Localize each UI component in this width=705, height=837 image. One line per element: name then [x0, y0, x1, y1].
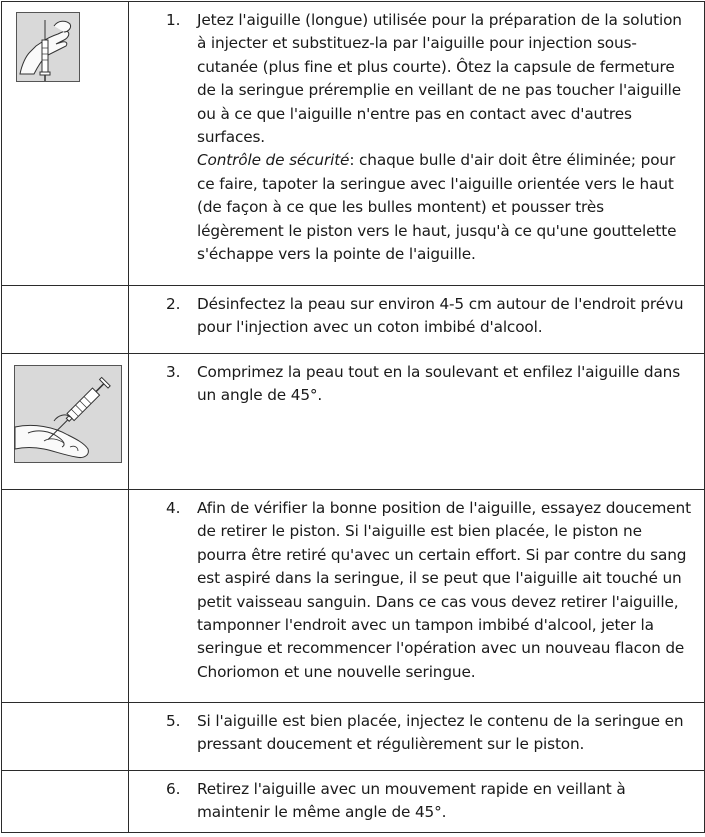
step-2-text-cell	[129, 286, 705, 354]
step-6	[129, 771, 704, 825]
step-6-number: 6.	[166, 780, 181, 798]
step-4	[129, 490, 704, 684]
step-1-text: Jetez l'aiguille (longue) utilisée pour la préparation de la solution à injecter et substituez-la par l'aiguille pour injection sous-cutanée (plus fine et plus courte). Ôtez la capsule de fermeture de la seringue préremplie en veillant de ne pas toucher l'aiguille ou à ce que l'aiguille n'entre pas en contact avec d'autres surfaces.	[197, 11, 682, 147]
step-6-text: Retirez l'aiguille avec un mouvement rapide en veillant à maintenir le même angle de 45°.	[197, 780, 626, 822]
step-1-note-text: : chaque bulle d'air doit être éliminée; pour ce faire, tapoter la seringue avec l'aiguille orientée vers le haut (de façon à ce que les bulles montent) et pousser très légèrement le piston vers le haut, jusqu'à ce qu'une gouttelette s'échappe vers la pointe de l'aiguille.	[197, 151, 677, 264]
step-row-3	[2, 354, 705, 490]
step-1	[129, 2, 704, 266]
step-6-illustration-cell	[2, 771, 129, 833]
step-3	[129, 354, 704, 408]
step-row-5	[2, 703, 705, 771]
step-2-number: 2.	[166, 295, 181, 313]
syringe-upright-hand-icon	[16, 12, 80, 82]
step-1-note	[197, 149, 694, 266]
step-5-illustration-cell	[2, 703, 129, 771]
step-4-text: Afin de vérifier la bonne position de l'aiguille, essayez doucement de retirer le piston. Si l'aiguille est bien placée, le piston ne pourra être retiré qu'avec un certain effort. Si par contre du sang est aspiré dans la seringue, il se peut que l'aiguille ait touché un petit vaisseau sanguin. Dans ce cas vous devez retirer l'aiguille, tamponner l'endroit avec un tampon imbibé d'alcool, jeter la seringue et recommencer l'opération avec un nouveau flacon de Choriomon et une nouvelle seringue.	[197, 499, 691, 681]
step-5	[129, 703, 704, 757]
step-1-note-label: Contrôle de sécurité	[197, 151, 350, 170]
step-4-illustration-cell	[2, 490, 129, 703]
step-2	[129, 286, 704, 340]
step-1-illustration-cell	[2, 2, 129, 286]
step-1-number: 1.	[166, 11, 181, 29]
step-3-text-cell	[129, 354, 705, 490]
step-6-text-cell	[129, 771, 705, 833]
step-4-number: 4.	[166, 499, 181, 517]
step-3-number: 3.	[166, 363, 181, 381]
step-row-6	[2, 771, 705, 833]
step-1-text-cell	[129, 2, 705, 286]
step-2-illustration-cell	[2, 286, 129, 354]
instruction-steps-table	[1, 1, 705, 833]
step-5-number: 5.	[166, 712, 181, 730]
step-row-1	[2, 2, 705, 286]
step-4-text-cell	[129, 490, 705, 703]
step-5-text: Si l'aiguille est bien placée, injectez le contenu de la seringue en pressant doucement et régulièrement sur le piston.	[197, 712, 684, 754]
syringe-injection-skin-icon	[14, 365, 122, 463]
step-row-4	[2, 490, 705, 703]
step-3-text: Comprimez la peau tout en la soulevant et enfilez l'aiguille dans un angle de 45°.	[197, 363, 681, 405]
step-3-illustration-cell	[2, 354, 129, 490]
step-row-2	[2, 286, 705, 354]
step-2-text: Désinfectez la peau sur environ 4-5 cm autour de l'endroit prévu pour l'injection avec un coton imbibé d'alcool.	[197, 295, 684, 337]
step-5-text-cell	[129, 703, 705, 771]
